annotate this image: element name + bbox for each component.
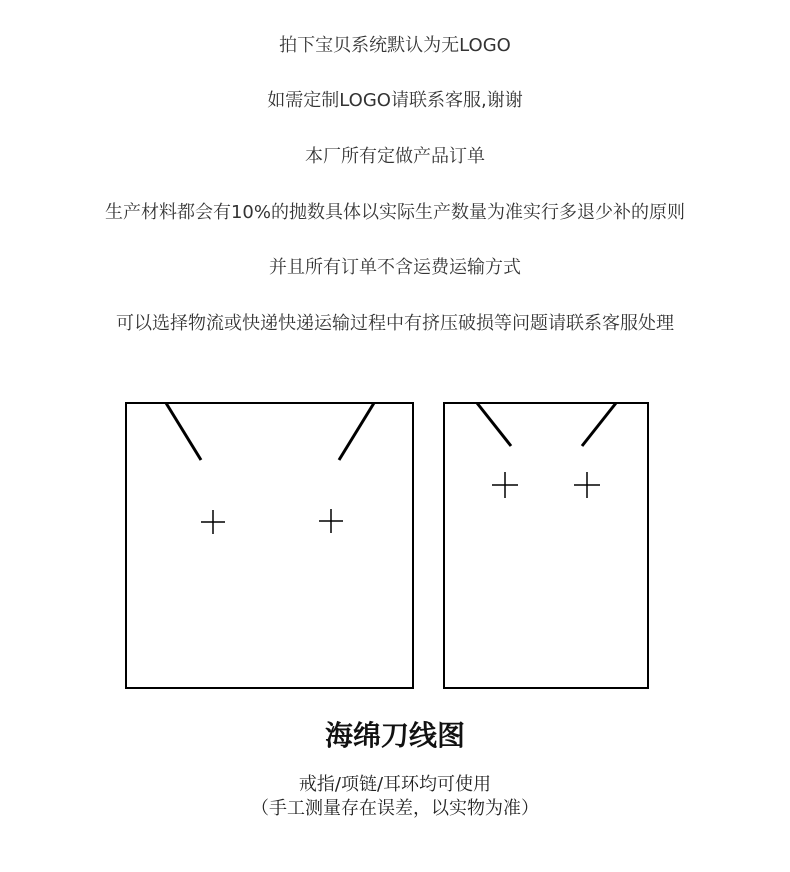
- usage-text: 戒指/项链/耳环均可使用: [298, 774, 492, 795]
- note-line-2: 如需定制LOGO请联系客服,谢谢: [267, 90, 523, 111]
- diagram-title: 海绵刀线图: [324, 719, 465, 752]
- note-line-4: 生产材料都会有10%的抛数具体以实际生产数量为准实行多退少补的原则: [104, 202, 685, 223]
- slit-line-right: [339, 403, 374, 460]
- slit-line-left: [166, 403, 201, 460]
- large-sponge-outline: [126, 403, 413, 688]
- slit-line-left: [477, 403, 511, 446]
- note-line-6: 可以选择物流或快递快递运输过程中有挤压破损等问题请联系客服处理: [116, 313, 674, 334]
- cross-cut-mark: [201, 510, 225, 534]
- cross-cut-mark: [319, 509, 343, 533]
- small-sponge-outline: [444, 403, 648, 688]
- note-line-1: 拍下宝贝系统默认为无LOGO: [279, 35, 511, 56]
- disclaimer-text: （手工测量存在误差，以实物为准）: [251, 798, 539, 819]
- note-line-3: 本厂所有定做产品订单: [305, 146, 485, 167]
- note-line-5: 并且所有订单不含运费运输方式: [269, 257, 521, 278]
- slit-line-right: [582, 403, 616, 446]
- cross-cut-mark: [574, 472, 600, 498]
- cross-cut-mark: [492, 472, 518, 498]
